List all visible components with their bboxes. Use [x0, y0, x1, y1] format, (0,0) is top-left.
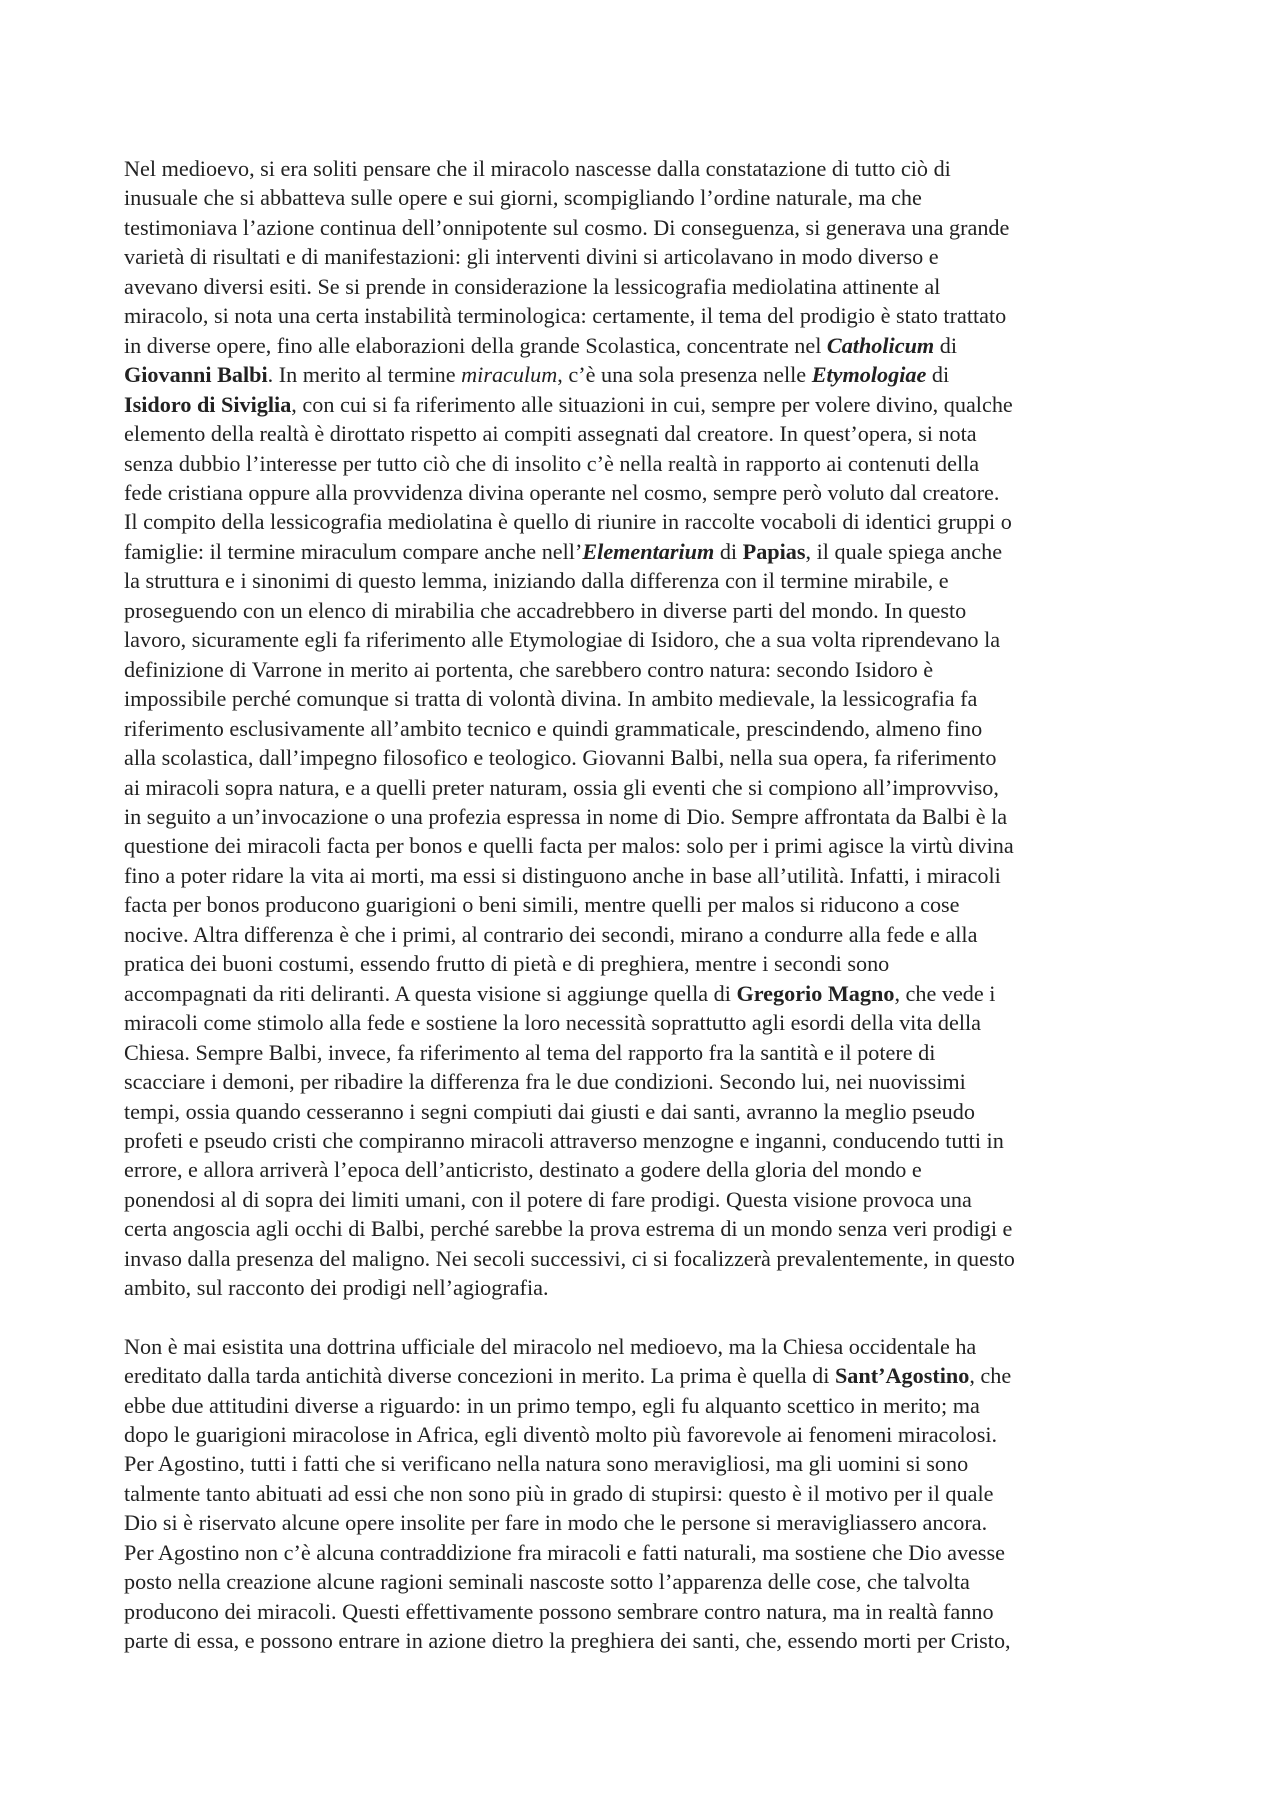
- text-line: [124, 655, 1164, 684]
- text-line: [124, 1449, 1164, 1478]
- text-segment: proseguendo con un elenco di mirabilia che accadrebbero in diverse parti del mondo. In questo: [124, 597, 967, 623]
- text-segment: testimoniava l’azione continua dell’onnipotente sul cosmo. Di conseguenza, si generava una grande: [124, 214, 1010, 240]
- text-line: [124, 890, 1164, 919]
- text-line: [124, 1626, 1164, 1655]
- text-line: [124, 1067, 1164, 1096]
- text-segment: lavoro, sicuramente egli fa riferimento alle Etymologiae di Isidoro, che a sua volta riprendevano la: [124, 627, 1001, 653]
- text-line: [124, 1420, 1164, 1449]
- text-line: [124, 1273, 1164, 1302]
- text-line: [124, 1097, 1164, 1126]
- text-segment: certa angoscia agli occhi di Balbi, perché sarebbe la prova estrema di un mondo senza veri prodigi e: [124, 1216, 1013, 1242]
- bold-text: Isidoro di Siviglia: [124, 391, 292, 417]
- text-line: [124, 1567, 1164, 1596]
- text-line: [124, 1126, 1164, 1155]
- paragraph: [124, 1332, 1164, 1656]
- text-line: [124, 449, 1164, 478]
- text-segment: posto nella creazione alcune ragioni seminali nascoste sotto l’apparenza delle cose, che talvolta: [124, 1569, 970, 1595]
- document-body: [124, 154, 1164, 1656]
- text-segment: varietà di risultati e di manifestazioni: gli interventi divini si articolavano in modo diverso e: [124, 244, 939, 270]
- bold-italic-text: Elementarium: [582, 538, 715, 564]
- text-segment: inusuale che si abbatteva sulle opere e sui giorni, scompigliando l’ordine naturale, ma che: [124, 185, 922, 211]
- text-line: [124, 1185, 1164, 1214]
- text-line: [124, 949, 1164, 978]
- text-line: [124, 920, 1164, 949]
- text-line: [124, 301, 1164, 330]
- text-segment: riferimento esclusivamente all’ambito tecnico e quindi grammaticale, prescindendo, almeno fino: [124, 715, 983, 741]
- bold-text: Sant’Agostino: [834, 1363, 970, 1389]
- text-segment: , che: [969, 1363, 1012, 1389]
- text-segment: Dio si è riservato alcune opere insolite per fare in modo che le persone si meravigliassero ancora.: [124, 1510, 988, 1536]
- text-line: [124, 1508, 1164, 1537]
- text-segment: profeti e pseudo cristi che compiranno miracoli attraverso menzogne e inganni, conducendo tutti in: [124, 1127, 1004, 1153]
- bold-text: Papias: [742, 538, 806, 564]
- text-line: [124, 419, 1164, 448]
- text-line: [124, 773, 1164, 802]
- text-segment: senza dubbio l’interesse per tutto ciò che di insolito c’è nella realtà in rapporto ai contenuti della: [124, 450, 980, 476]
- text-segment: , il quale spiega anche: [805, 538, 1003, 564]
- text-line: [124, 390, 1164, 419]
- text-line: [124, 831, 1164, 860]
- text-segment: Nel medioevo, si era soliti pensare che il miracolo nascesse dalla constatazione di tutto ciò di: [124, 156, 951, 181]
- text-segment: ai miracoli sopra natura, e a quelli preter naturam, ossia gli eventi che si compiono all’improvviso,: [124, 774, 999, 800]
- text-line: [124, 213, 1164, 242]
- text-segment: miracolo, si nota una certa instabilità terminologica: certamente, il tema del prodigio è stato trattato: [124, 303, 1007, 329]
- text-segment: di: [934, 332, 957, 358]
- bold-text: Gregorio Magno: [736, 980, 895, 1006]
- text-segment: Per Agostino non c’è alcuna contraddizione fra miracoli e fatti naturali, ma sostiene che Dio avesse: [124, 1539, 1006, 1565]
- text-line: [124, 537, 1164, 566]
- text-segment: impossibile perché comunque si tratta di volontà divina. In ambito medievale, la lessicografia fa: [124, 686, 978, 712]
- text-line: [124, 1391, 1164, 1420]
- text-line: [124, 979, 1164, 1008]
- text-segment: invaso dalla presenza del maligno. Nei secoli successivi, ci si focalizzerà prevalentemente, in questo: [124, 1245, 1015, 1271]
- text-segment: nocive. Altra differenza è che i primi, al contrario dei secondi, mirano a condurre alla fede e alla: [124, 921, 978, 947]
- text-segment: avevano diversi esiti. Se si prende in considerazione la lessicografia mediolatina attinente al: [124, 273, 941, 299]
- text-segment: accompagnati da riti deliranti. A questa visione si aggiunge quella di: [124, 980, 737, 1006]
- text-segment: questione dei miracoli facta per bonos e quelli facta per malos: solo per i primi agisce la virtù divina: [124, 833, 1014, 859]
- text-segment: scacciare i demoni, per ribadire la differenza fra le due condizioni. Secondo lui, nei nuovissimi: [124, 1069, 966, 1095]
- text-segment: ereditato dalla tarda antichità diverse concezioni in merito. La prima è quella di: [124, 1363, 835, 1389]
- text-segment: , c’è una sola presenza nelle: [557, 362, 812, 388]
- text-line: [124, 1332, 1164, 1361]
- text-segment: . In merito al termine: [267, 362, 462, 388]
- text-segment: ponendosi al di sopra dei limiti umani, con il potere di fare prodigi. Questa visione provoca una: [124, 1186, 972, 1212]
- text-line: [124, 802, 1164, 831]
- text-segment: tempi, ossia quando cesseranno i segni compiuti dai giusti e dai santi, avranno la meglio pseudo: [124, 1098, 975, 1124]
- text-line: [124, 272, 1164, 301]
- text-line: [124, 242, 1164, 271]
- bold-text: Giovanni Balbi: [124, 362, 268, 388]
- text-line: [124, 566, 1164, 595]
- text-line: [124, 1244, 1164, 1273]
- text-line: [124, 596, 1164, 625]
- text-segment: facta per bonos producono guarigioni o beni simili, mentre quelli per malos si riducono a cose: [124, 892, 960, 918]
- text-segment: di: [714, 538, 743, 564]
- text-line: [124, 1597, 1164, 1626]
- text-segment: dopo le guarigioni miracolose in Africa, egli diventò molto più favorevole ai fenomeni miracolosi.: [124, 1422, 998, 1448]
- text-line: [124, 360, 1164, 389]
- text-segment: producono dei miracoli. Questi effettivamente possono sembrare contro natura, ma in realtà fanno: [124, 1598, 994, 1624]
- text-segment: Per Agostino, tutti i fatti che si verificano nella natura sono meravigliosi, ma gli uomini si sono: [124, 1451, 969, 1477]
- text-segment: Non è mai esistita una dottrina ufficiale del miracolo nel medioevo, ma la Chiesa occidentale ha: [124, 1333, 977, 1359]
- text-segment: parte di essa, e possono entrare in azione dietro la preghiera dei santi, che, essendo morti per Cristo,: [124, 1628, 1011, 1654]
- text-segment: Chiesa. Sempre Balbi, invece, fa riferimento al tema del rapporto fra la santità e il potere di: [124, 1039, 936, 1065]
- text-segment: talmente tanto abituati ad essi che non sono più in grado di stupirsi: questo è il motivo per il quale: [124, 1480, 994, 1506]
- text-line: [124, 1214, 1164, 1243]
- text-line: [124, 743, 1164, 772]
- text-segment: elemento della realtà è dirottato rispetto ai compiti assegnati dal creatore. In quest’opera, si nota: [124, 421, 977, 447]
- text-segment: Il compito della lessicografia mediolatina è quello di riunire in raccolte vocaboli di identici gruppi o: [124, 509, 1012, 535]
- text-line: [124, 1038, 1164, 1067]
- text-segment: , con cui si fa riferimento alle situazioni in cui, sempre per volere divino, qualche: [291, 391, 1013, 417]
- text-line: [124, 331, 1164, 360]
- text-line: [124, 1538, 1164, 1567]
- text-line: [124, 507, 1164, 536]
- bold-italic-text: Catholicum: [826, 332, 935, 358]
- text-line: [124, 714, 1164, 743]
- text-segment: definizione di Varrone in merito ai portenta, che sarebbero contro natura: secondo Isidoro è: [124, 656, 934, 682]
- text-segment: miracoli come stimolo alla fede e sostiene la loro necessità soprattutto agli esordi della vita della: [124, 1010, 982, 1036]
- text-line: [124, 625, 1164, 654]
- text-line: [124, 684, 1164, 713]
- paragraph: [124, 154, 1164, 1303]
- text-segment: fede cristiana oppure alla provvidenza divina operante nel cosmo, sempre però voluto dal creatore.: [124, 479, 1000, 505]
- text-line: [124, 1155, 1164, 1184]
- text-segment: la struttura e i sinonimi di questo lemma, iniziando dalla differenza con il termine mirabile, e: [124, 568, 949, 594]
- text-segment: alla scolastica, dall’impegno filosofico e teologico. Giovanni Balbi, nella sua opera, fa riferimento: [124, 745, 997, 771]
- text-segment: fino a poter ridare la vita ai morti, ma essi si distinguono anche in base all’utilità. Infatti, i miracoli: [124, 862, 1001, 888]
- text-line: [124, 478, 1164, 507]
- text-line: [124, 154, 1164, 183]
- text-segment: pratica dei buoni costumi, essendo frutto di pietà e di preghiera, mentre i secondi sono: [124, 951, 890, 977]
- text-segment: ambito, sul racconto dei prodigi nell’agiografia.: [124, 1275, 549, 1301]
- text-segment: di: [926, 362, 950, 388]
- text-segment: in diverse opere, fino alle elaborazioni della grande Scolastica, concentrate nel: [124, 332, 827, 358]
- text-line: [124, 183, 1164, 212]
- text-segment: , che vede i: [894, 980, 996, 1006]
- text-line: [124, 861, 1164, 890]
- text-line: [124, 1361, 1164, 1390]
- bold-italic-text: Etymologiae: [811, 362, 927, 388]
- text-line: [124, 1008, 1164, 1037]
- text-segment: ebbe due attitudini diverse a riguardo: in un primo tempo, egli fu alquanto scettico in merito; ma: [124, 1392, 980, 1418]
- text-line: [124, 1479, 1164, 1508]
- italic-text: miraculum: [461, 362, 558, 388]
- text-segment: in seguito a un’invocazione o una profezia espressa in nome di Dio. Sempre affrontata da Balbi è la: [124, 803, 1008, 829]
- text-segment: errore, e allora arriverà l’epoca dell’anticristo, destinato a godere della gloria del mondo e: [124, 1157, 922, 1183]
- text-segment: famiglie: il termine miraculum compare anche nell’: [124, 538, 583, 564]
